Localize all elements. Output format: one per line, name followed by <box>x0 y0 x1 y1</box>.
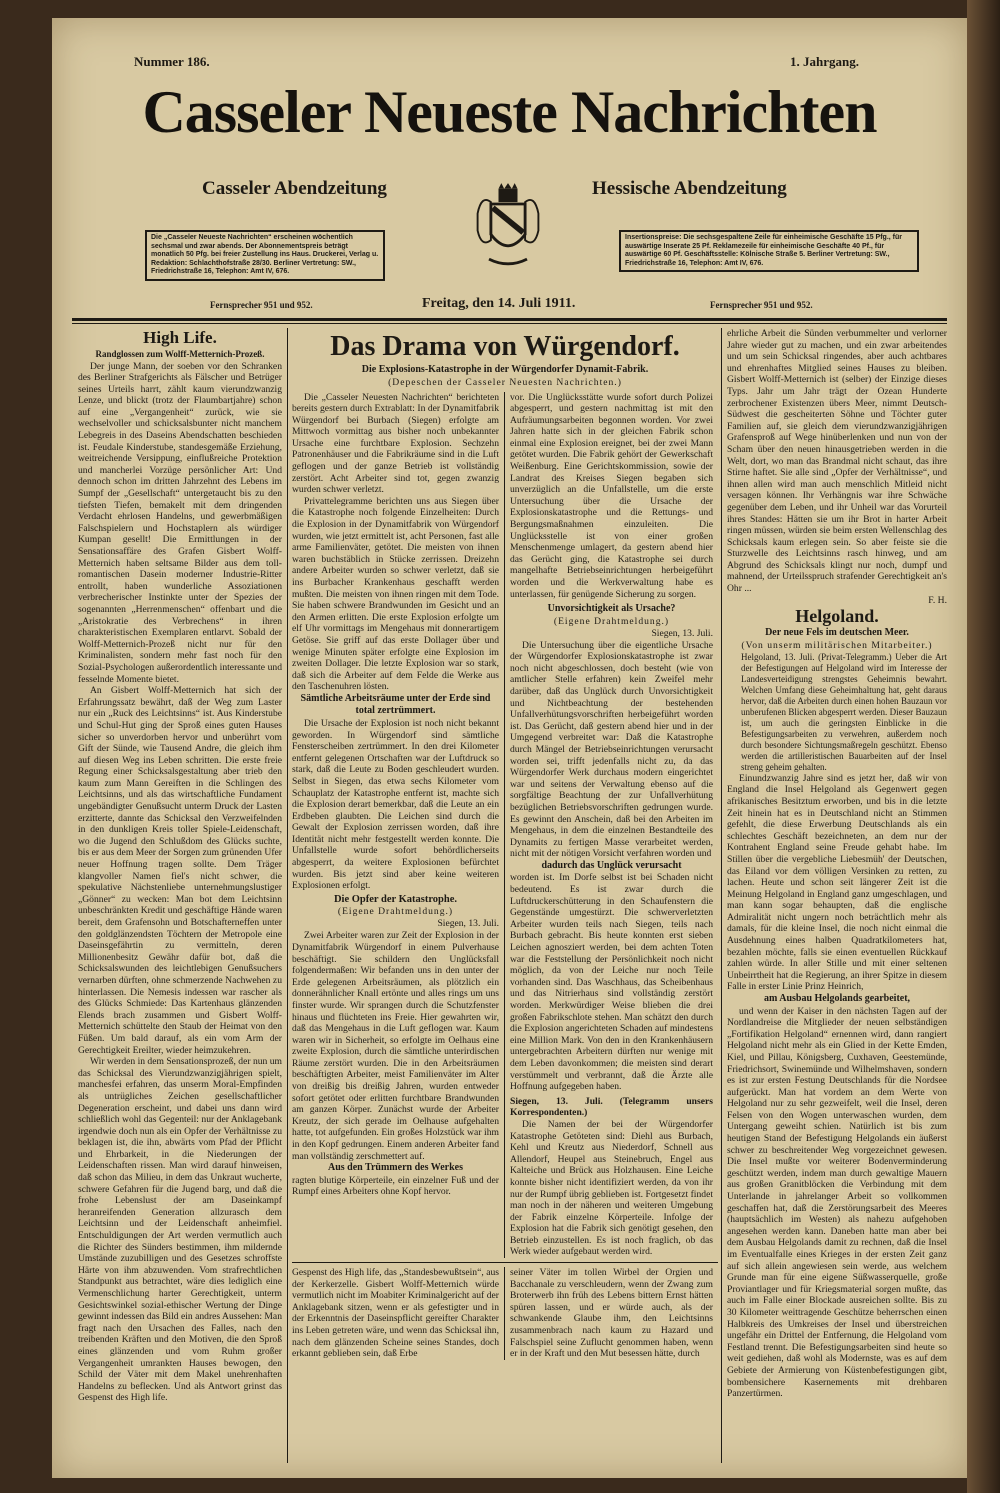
telegram-paragraph: Helgoland, 13. Juli. (Privat-Telegramm.) Ueber die Art der Befestigungen auf Helgoland wird im Interesse der Landesverteidigung strengstes Geheimnis bewahrt. Welchen Umfang diese Geheimhaltung hat, geht daraus hervor, daß die Arbeiten durch einen hohen Bauzaun vor unberufenen Blicken abgesperrt werden. Dieser Bauzaun ist, um auch die geringsten Einblicke in die Befestigungsarbeiten zu verwehren, außerdem noch durch besondere Sichtungsmaßregeln geschützt. Ebenso werden die artilleristischen Bauarbeiten auf der Insel streng geheim gehalten. <box>741 651 947 772</box>
article-paragraph: Gespenst des High life, das „Standesbewußtsein“, aus der Kerkerzelle. Gisbert Wolff-Metternich würde vermutlich nicht im Moabiter Kriminalgericht auf der Anklagebank sitzen, wenn er als gefestigter und in der Erkenntnis der Daseinspflicht gereifter Charakter ins Leben getreten wäre, und wenn das Schicksal ihn, nach dem glänzenden Scheine seines Standes, doch erkannt geblieben sein, daß Erbe <box>292 1267 499 1360</box>
article-paragraph: worden ist. Im Dorfe selbst ist bei Schaden nicht bedeutend. Es ist zwar durch die Luftdruckerschütterung in den Schaufenstern die Gegenstände umgestürzt. Die schwerverletzten Arbeiter wurden teils nach Siegen, teils nach Burbach gebracht. Bis heute konnten erst sieben Leichen agnosziert werden, bei dem achten Toten war die Feststellung der Persönlichkeit noch nicht möglich, da von der Leiche nur noch Teile vorhanden sind. Das Waschhaus, das Scheibenhaus und das Nitrierhaus sind vollständig zerstört worden. Merkwürdiger Weise blieben die drei großen Fabrikschlote stehen. Man schätzt den durch die Explosion angerichteten Schaden auf mindestens eine Million Mark. Von den in den Krankenhäusern untergebrachten Arbeitern dürften nur wenige mit dem Leben davonkommen; die meisten sind derart verstümmelt und verbrannt, daß die Ärzte alle Hoffnung aufgegeben haben. <box>510 872 713 1093</box>
section-subhead: dadurch das Unglück verursacht <box>541 859 682 871</box>
article-paragraph: An Gisbert Wolff-Metternich hat sich der Erfahrungssatz bewährt, daß der Weg zum Laster nur ein „Ruck des Leichtsinns“ ist. Aus Kinderstube und Schul-Hut ging der Sproß eines guten Hauses sicher so unverdorben hervor und unberührt vom Gift der Sünde, wie Tausend Andre, die gleich ihm auf diesen Weg ins Leben schritten. Die erste freie Regung einer Schicksalsgestaltung aber trieb den kaum zum Mann Gereiften in die Schlingen des Leichtsinns, und als das wirtschaftliche Fundament ungebändigter Genußsucht unterm Druck der Lasten erzitterte, dannte das Schicksal den Verzweifelnden in den dunkligen Kreis toller Spiele-Leidenschaft, wo die Jugend den Schlußdom des Glücks suchte, bis er aus dem Meer der Sorgen zum grünenden Ufer neuer Hoffnung tragen sollte. Dem Träger klangvoller Namen fiel's nicht schwer, die spekulative Nächstenliebe unternehmungslustiger „Gönner“ zu wecken: Man bot dem Leichtsinn unbeschränkten Kredit und geschäftige Hände waren bereit, dem Grafensohn und Botschafterneffen unter den goldglänzendsten Töchtern der Metropole eine Daseinsgefährtin zu vermitteln, deren Millionenbesitz Gewähr dafür bot, daß die Schicksalswunden des leichtlebigen Genußsuchers vernarben dürften, ohne schmerzende Nachwehen zu hinterlassen. Die Nemesis indessen war rascher als des Glücks Schmiede: Das Kartenhaus glänzenden Elends brach zusammen und Gisbert Wolff-Metternich schüttelte den Staub der Heimat von den Füßen. Um bald darauf, als ein vom Arm der Gerechtigkeit Ereilter, wieder heimzukehren. <box>78 685 282 1056</box>
advertising-info-box: Insertionspreise: Die sechsgespaltene Zeile für einheimische Geschäfte 15 Pfg., für auswärtige Inserate 25 Pf. Reklamezeile für einheimische Geschäfte 40 Pf., für auswärtige 60 Pf. Geschäftsstelle: Kölnische Straße 5. Berliner Vertretung: SW., Friedrichstraße 16, Telephon: Amt IV, 676. <box>619 230 919 272</box>
section-source: (Eigene Drahtmeldung.) <box>553 615 670 627</box>
article-paragraph: Wir werden in dem Sensationsprozeß, der nun um das Schicksal des Vierundzwanzigjährigen spielt, manchesfei erfahren, das unserm Moral-Empfinden als untrügliches Zeichen gesellschaftlicher Degeneration erscheint, und dabei uns dann wird schließlich wohl das Gegenteil: nur der Anklagebank irgendwie doch nun als ein Opfer der Verhältnisse zu beklagen ist, die ihn, abwärts vom Pfad der Pflicht und Ehrbarkeit, in die Niederungen der Leidenschaften rissen. Man wird darauf hinweisen, daß schon das Milieu, in dem das Unkraut wucherte, schwere Gefahren für die Jugend barg, und daß die frohe Lebenslust der am Daseinkampf heranreifenden Generation allzurasch dem Leichtsinn und der Leidenschaft anheimfiel. Entschuldigungen der Art werden vermutlich auch die Richter des Sünders bestimmen, ihm mildernde Umstände zuzubilligen und des Gesetzes schroffste Härte von ihm abzuwenden. Vom strafrechtlichen Standpunkt aus betrachtet, wäre dies lediglich eine Vermenschlichung harter Gerechtigkeit, unterm Gesichtswinkel sozial-ethischer Wertung der Dinge gewinnt indessen das Bild ein andres Aussehen: Man fragt nach den Ursachen des Falles, nach den treibenden Kräften und den Motiven, die den Sproß eines glänzenden und vom Ruhm großer Vergangenheit umrankten Hauses bewogen, den Schild der Väter mit dem Makel unehrenhaften Handelns zu beflecken. Und als Antwort grinst das Gespenst des High life. <box>78 1056 282 1404</box>
article-headline: Helgoland. <box>795 606 879 627</box>
high-life-continuation-1 <box>292 1267 504 1360</box>
column-drama-2 <box>504 392 713 1259</box>
column-helgoland <box>727 328 947 1400</box>
issue-number: Nummer 186. <box>134 54 210 69</box>
article-paragraph: ragten blutige Körperteile, ein einzelner Fuß und der Rumpf eines Arbeiters ohne Kopf hervor. <box>292 1174 499 1198</box>
dateline: Siegen, 13. Juli. <box>651 627 713 639</box>
article-source: (Von unserm militärischen Mitarbeiter.) <box>741 639 933 651</box>
phone-right: Fernsprecher 951 und 952. <box>710 300 813 310</box>
article-paragraph: Die Untersuchung über die eigentliche Ursache der Würgendorfer Explosionskatastrophe ist zwar noch nicht abgeschlossen, doch besteht (wie von amtlicher Stelle erfahren) kein Zweifel mehr darüber, daß das Unglück durch Unvorsichtigkeit und Nichtbeachtung der bestehenden Unfallverhütungsvorschriften herbeigeführt worden ist. Das Gerücht, daß gestern abend hier und in der Umgegend verbreitet war: Daß die Katastrophe durch Mängel der Betriebseinrichtungen verursacht worden sei, trifft jedenfalls nicht zu, da das Würgendorfer Werk durchaus modern eingerichtet war und seitens der Verwaltung ebenso auf die sorgfältige Beachtung der zur Unfallverhütung bezüglichen Betriebsvorschriften gedrungen wurde. Es gewinnt den Anschein, daß bei den Arbeiten im Mengehaus, in dem die einzelnen Bestandteile des Dynamits zu fertigen Masse verarbeitet werden, nicht mit der nötigen Vorsicht verfahren worden und <box>510 639 713 860</box>
masthead-rule <box>72 318 947 321</box>
section-subhead: am Ausbau Helgolands gearbeitet, <box>763 993 911 1005</box>
subtitle-left: Casseler Abendzeitung <box>202 178 387 199</box>
high-life-continuation-2 <box>504 1267 713 1360</box>
dateline: Siegen, 13. Juli. <box>437 918 499 930</box>
article-paragraph: Privattelegramme berichten uns aus Siegen über die Katastrophe noch folgende Einzelheiten: Durch die Explosion in der Dynamitfabrik von Würgendorf wurden, wie jetzt ermittelt ist, acht Personen, fast alle arme Familienväter, getötet. Die meisten von ihnen waren buchstäblich in Stücke zerrissen. Dreizehn andere Arbeiter wurden so schwer verletzt, daß sie ins Burbacher Krankenhaus geschafft werden mußten. Die meisten von ihnen ringen mit dem Tode. Sie haben schwere Brandwunden im Gesicht und an den Armen erlitten. Die erste Explosion erfolgte um elf Uhr vormittags im Mengehaus mit donnerartigem Getöse. Sie griff auf das erste Dollager über und wenige Minuten später erfolgte eine Explosion im zweiten Dollager. Die letzte Explosion war so stark, daß sich die Arbeiter auf dem Felde die Werke aus den Taschenuhren lösten. <box>292 495 499 693</box>
newspaper-page <box>52 18 967 1478</box>
column-drama-1 <box>292 392 504 1198</box>
article-paragraph: Einundzwanzig Jahre sind es jetzt her, daß wir von England die Insel Helgoland als Gegenwert gegen afrikanisches Besitztum erworben, und bis in die letzte Zeit hinein hat es in Deutschland nicht an Stimmen gefehlt, die diese Erwerbung Deutschlands als ein schlechtes Geschäft bezeichneten, an dem nur der Kontrahent England seine Freude gehabt habe. Im Stillen über die vergebliche Liebesmüh' der Deutschen, das Eiland vor dem völligen Versinken zu retten, zu lachen. Heute und schon seit längerer Zeit ist die Meinung Helgoland in England ganz umgeschlagen, und man kann sogar behaupten, daß die englische Admiralität nicht ungern noch beträchtlich mehr als damals, für die kleine Insel, die noch nicht einmal die Ausdehnung eines halben Quadratkilometers hat, bezahlen möchte, falls sie einen eventuellen Rückkauf zahlen würde. In aller Stille und mit einer seltenen Unbeirrtheit hat die Regierung, an ihrer Spitze in diesem Falle in erster Linie Prinz Heinrich, <box>727 772 947 993</box>
dateline: Siegen, 13. Juli. (Telegramm unsers Korrespondenten.) <box>510 1095 713 1119</box>
lead-article <box>292 330 718 1360</box>
article-paragraph: ehrliche Arbeit die Sünden verbummelter und verlorner Jahre wieder gut zu machen, und ein zwar arbeitendes und um sein Schicksal ringendes, aber auch achtbares und ehrenhaftes Mitglied seines Hauses zu bleiben. Gisbert Wolff-Metternich ist (selber) der Einzige dieses Typs. Jahr um Jahr trägt der Ozean Hunderte zerbrochener Existenzen übers Meer, nimmt Deutsch-Südwest die gescheiterten Söhne und Töchter guter Familien auf, sie gleich dem vierundzwanzigjährigen Grafensproß auf Wege hinüberlenken und nun von der Scham über den neuen hinausgetrieben werden in die Welt, dort, wo man das Brandmal nicht schaut, das ihre Stirne haftet. Sie alle sind „Opfer der Verhältnisse“, und ihnen allen wird man auch menschlich Mitleid nicht versagen können. Ihr Verhängnis war ihre Schwäche gegenüber dem Leben, und ihr Unheil war das Vorurteil ihres Standes: Hätten sie um ihr Brot in harter Arbeit ringen müssen, würden sie beim ersten Wellenschlag des Schicksals kaum erlegen sein. So aber feiste sie die Sturzwelle des Leichtsinns rasch hinweg, und am Abgrund des Schicksals klingt nur noch, dumpf und mahnend, der Urteilsspruch strafender Gerechtigkeit an's Ohr ... <box>727 328 947 595</box>
section-subhead: Sämtliche Arbeitsräume unter der Erde sind total zertrümmert. <box>300 692 491 717</box>
column-divider <box>287 328 288 1463</box>
article-paragraph: Die Namen der bei der Würgendorfer Katastrophe Getöteten sind: Diehl aus Burbach, Kehl und Kreutz aus Niederdorf, Schnell aus Allendorf, Heupel aus Steinebruch, Engel aus Kalteiche und Brück aus Holzhausen. Eine Leiche konnte bisher nicht identifiziert werden, da von ihr nur der Rumpf übrig geblieben ist. Fortgesetzt findet man noch in der näheren und weiteren Umgebung der Fabrik einzelne Körperteile. Infolge der Explosion hat die Fabrik sich genötigt gesehen, den Betrieb einzustellen. Es ist noch fraglich, ob das Werk wieder aufgebaut werden wird. <box>510 1118 713 1258</box>
article-paragraph: seiner Väter im tollen Wirbel der Orgien und Bacchanale zu verschleudern, wenn der Zwang zum Broterwerb ihn früh des Lebens bittern Ernst hätten spüren lassen, und er würde auch, als der schwankende Glaube ihm, den Leichtsinns zusammenbrach nach kaum zu Hazard und Falschspiel seine Zuflucht genommen haben, wenn er in der Kraft und den Mut besessen hätte, durch <box>510 1267 713 1360</box>
article-subhead: Der neue Fels im deutschen Meer. <box>765 627 909 639</box>
article-paragraph: Die Ursache der Explosion ist noch nicht bekannt geworden. In Würgendorf sind sämtliche Fensterscheiben zertrümmert. In den drei Kilometer entfernt gelegenen Ortschaften war der Luftdruck so stark, daß die Leute zu Boden geschleudert wurden. Selbst in Siegen, das etwa sechs Kilometer vom Schauplatz der Katastrophe entfernt ist, machte sich die Explosion derart bemerkbar, daß die Leute an ein Erdbeben glaubten. Die Leichen sind durch die Gewalt der Explosion zerrissen worden, daß ihre Identität nicht mehr festgestellt werden konnte. Die Unfallstelle wurde sofort behördlicherseits abgesperrt, da weitere Explosionen befürchtet wurden. Bis jetzt sind aber keine weiteren Explosionen erfolgt. <box>292 717 499 892</box>
newspaper-title: Casseler Neueste Nachrichten <box>142 79 877 145</box>
subtitle-right: Hessische Abendzeitung <box>592 178 787 199</box>
bottom-section-rule <box>292 1262 718 1263</box>
author-signature: F. H. <box>928 594 947 606</box>
section-subhead: Die Opfer der Katastrophe. <box>333 893 458 905</box>
section-source: (Eigene Drahtmeldung.) <box>337 906 454 918</box>
subscription-info-box: Die „Casseler Neueste Nachrichten“ erscheinen wöchentlich sechsmal und zwar abends. Der Abonnementspreis beträgt monatlich 50 Pfg. bei freier Zustellung ins Haus. Druckerei, Verlag u. Redaktion: Schlachthofstraße 28/30. Berliner Vertretung: SW., Friedrichstraße 16, Telephon: Amt IV, 676. <box>145 230 385 281</box>
section-subhead: Aus den Trümmern des Werkes <box>327 1162 463 1174</box>
lead-headline: Das Drama von Würgendorf. <box>330 331 680 362</box>
coat-of-arms-icon <box>470 168 546 278</box>
article-paragraph: Der junge Mann, der soeben vor den Schranken des Berliner Strafgerichts als Fälscher und Betrüger seines Urteils harrt, zählt kaum vierundzwanzig Lenze, und blickt (trotz der Flaumbartjahre) schon auf eine „Vergangenheit“ zurück, wie sie wechselvoller und schicksalsbunter nicht manchem Lebegreis in des Daseins Abendschatten beschieden ist. Feudale Kinderstube, standesgemäße Erziehung, weitreichende Versippung, einflußreiche Protektion und mancherlei Vorzüge persönlicher Art: Und dennoch schon im dritten Jahrzehnt des Lebens im Sumpf der „Gesellschaft“ untergetaucht bis zu den tiefsten Tiefen, bemakelt mit dem dringenden Verdacht ehrlosen Handelns, und gewerbmäßigen Falschspielern und Hochstaplern als würdiger Kumpan gesellt! Die Ermittlungen in der Sensationsaffäre des Grafen Gisbert Wolff-Metternich haben seltsame Bilder aus dem toll-romantischen Dasein moderner Industrie-Ritter entrollt, haben wunderliche Assoziationen verbrecherischer Instinkte unter der Spezies der sogenannten „Herrenmenschen“ offenbart und die „Aristokratie des Verbrechens“ in ihren charakteristischen Exemplaren entlarvt. Sobald der Wolff-Metternich-Prozeß nicht nur für den Kriminalisten, sondern mehr fast noch für den Sozial-Psychologen außerordentlich interessante und fesselnde Momente bietet. <box>78 360 282 685</box>
article-headline: High Life. <box>143 328 217 347</box>
section-subhead: Unvorsichtigkeit als Ursache? <box>547 603 676 615</box>
column-high-life <box>78 328 282 1404</box>
page-binding-edge <box>967 0 1000 1493</box>
lead-source: (Depeschen der Casseler Neuesten Nachrichten.) <box>388 376 622 388</box>
lead-header <box>292 330 718 389</box>
column-divider <box>721 328 722 1463</box>
phone-left: Fernsprecher 951 und 952. <box>210 300 313 310</box>
issue-date: Freitag, den 14. Juli 1911. <box>422 296 576 311</box>
volume-label: 1. Jahrgang. <box>790 54 859 69</box>
lead-subhead: Die Explosions-Katastrophe in der Würgendorfer Dynamit-Fabrik. <box>361 364 649 375</box>
article-paragraph: vor. Die Unglücksstätte wurde sofort durch Polizei abgesperrt, und gestern nachmittag ist mit den Aufräumungsarbeiten begonnen worden. Vor zwei Jahren hatte sich in der gleichen Fabrik schon einmal eine Explosion ereignet, bei der zwei Mann getötet wurden. Die Fabrik gehört der Gewerkschaft Weißenburg. Eine Gerichtskommission, sowie der Landrat des Kreises Siegen begaben sich unverzüglich an die Unfallstelle, um die erste Untersuchung über die Ursache der Explosionskatastrophe und die Rettungs- und Bergungsmaßnahmen einzuleiten. Die Unglücksstelle ist von einer großen Menschenmenge umlagert, da gestern abend hier das Gerücht ging, die Katastrophe sei durch mangelhafte Betriebseinrichtungen herbeigeführt worden und die Werkverwaltung habe es unterlassen, für genügende Sicherung zu sorgen. <box>510 391 713 600</box>
article-paragraph: und wenn der Kaiser in den nächsten Tagen auf der Nordlandreise die Mitglieder der neuen selbständigen „Fortifikation Helgoland“ ernennen wird, dann rangiert Helgoland nicht mehr als ein Glied in der Kette Emden, Kiel, und Pillau, Königsberg, Cuxhaven, Geestemünde, Friedrichsort, Swinemünde und Wilhelmshaven, sondern es ist zur ersten Festung Deutschlands für die Nordsee aufgerückt. Man hat vordem an dem Werte von Helgoland nur zu sehr gezweifelt, weil die Insel, deren Felsen von den Wogen unterwaschen wurden, dem Untergang geweiht schien. Natürlich ist bis zum heutigen Stand der Befestigung Helgolands ein äußerst schwer zu beschreitender Weg vorgezeichnet gewesen. Die Insel mußte vor weiterer Bodenverminderung geschützt werden, indem man durch gewaltige Mauern aus großen Granitblöcken die Verbindung mit dem Unterlande in jahrelanger Arbeit so vollkommen geschaffen hat, daß die Zerstörungsarbeit des Meeres (hauptsächlich im Westen) als nahezu aufgehoben angesehen werden kann. Daneben hatte man aber bei dem Ausbau Helgolands damit zu rechnen, daß die Insel im Eventualfalle eines Krieges in der ersten Zeit ganz auf sich allein angewiesen sein werde, aus welchem Grunde man für eine eigene Süßwasserquelle, große Proviantlager und für Kriegsmaterial sorgen mußte, das auch im Falle einer Blockade ausreichen sollte. Bis zu 30 Kilometer weittragende Geschütze beherrschen einen Halbkreis des Umkreises der Insel und überstreichen ungefähr ein Drittel der Entfernung, die Helgoland vom Festland trennt. Die Befestigungsarbeiten sind heute so weit gediehen, daß wohl als Modernste, was es auf dem Gebiete der Armierung von Küstenbefestigungen gibt, bombensichere Kasernements mit drehbaren Panzertürmen. <box>727 1005 947 1400</box>
masthead-rule-thin <box>72 323 947 324</box>
article-subhead: Randglossen zum Wolff-Metternich-Prozeß. <box>95 349 265 359</box>
article-paragraph: Zwei Arbeiter waren zur Zeit der Explosion in der Dynamitfabrik Würgendorf in einem Pulverhause beschäftigt. Sie schildern den Unglücksfall folgendermaßen: Wir befanden uns in den unter der Erde gelegenen Arbeitsräumen, als plötzlich ein donnerähnlicher Knall ertönte und alles rings um uns finster wurde. Wir sprangen durch die Schutzfenster hinaus und flüchteten ins Freie. Hier gewahrten wir, daß das Mengehaus in die Luft geflogen war. Kaum waren wir in Sicherheit, so erfolgte im Oelhaus eine zweite Explosion, durch die sämtliche unterirdischen Räume zerstört wurden. Die in den Arbeitsräumen beschäftigten Arbeiter, meist Familienväter im Alter von dreißig bis dreißig Jahren, wurden entweder sofort getötet oder erlitten furchtbare Brandwunden am ganzen Körper. Zunächst wurde der Arbeiter Kreutz, der sich gerade im Oelhause aufgehalten hatte, tot aufgefunden. Ein großes Holzstück war ihm in den Kopf gedrungen. Einem anderen Arbeiter fand man vollständig zerschmettert auf. <box>292 930 499 1162</box>
article-paragraph: Die „Casseler Neuesten Nachrichten“ berichteten bereits gestern durch Extrablatt: In der Dynamitfabrik Würgendorf bei Burbach (Siegen) erfolgte am Mittwoch vormittag aus bisher noch unbekannter Ursache eine furchtbare Explosion. Sechzehn Patronenhäuser und die Fabrikräume sind in die Luft geflogen und der ganze Betrieb ist vollständig zerstört. Acht Arbeiter sind tot, gegen zwanzig wurden schwer verletzt. <box>292 391 499 496</box>
